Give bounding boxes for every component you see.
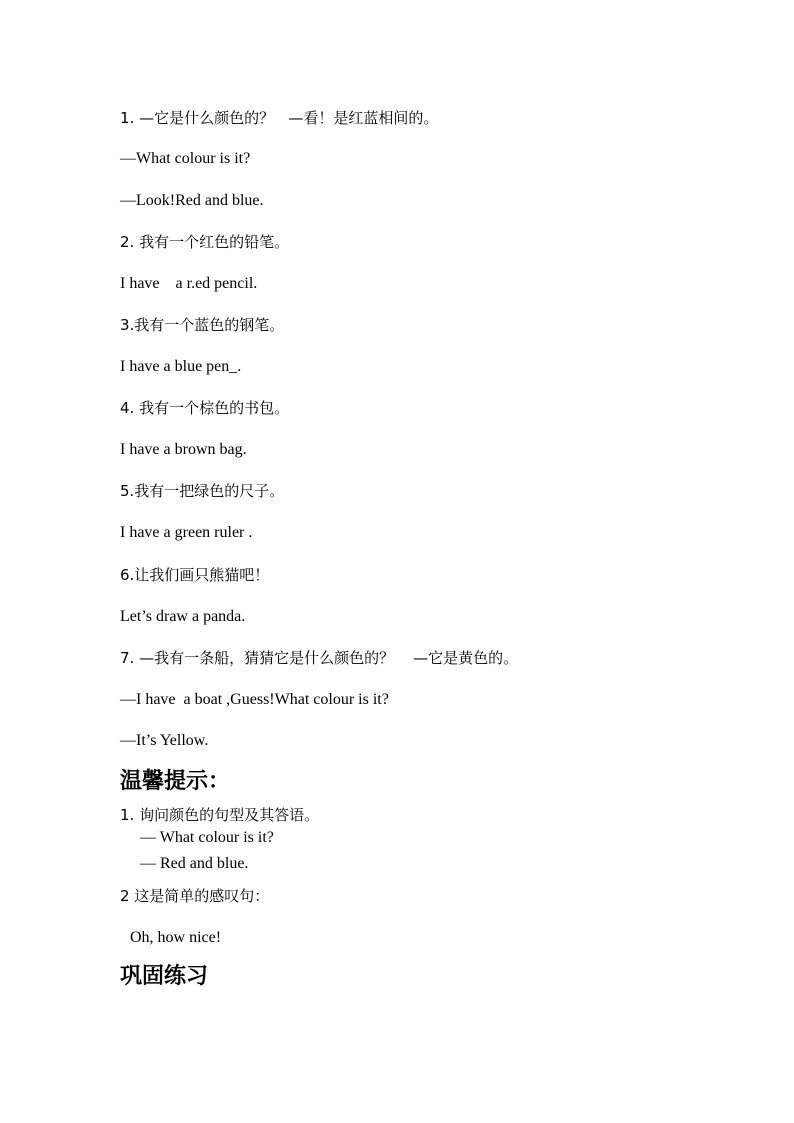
- exercise-3-english: I have a blue pen_.: [120, 358, 242, 375]
- exercise-4-english: I have a brown bag.: [120, 441, 247, 458]
- exercise-4-chinese: 4. 我有一个棕色的书包。: [120, 399, 290, 417]
- exercise-1-answer-english: —Look!Red and blue.: [120, 192, 264, 209]
- exercise-1-chinese: 1. —它是什么颜色的？ —看！是红蓝相间的。: [120, 109, 439, 127]
- tip-1-question: — What colour is it?: [140, 829, 274, 846]
- exercise-1-question-english: —What colour is it?: [120, 150, 251, 167]
- exercise-2-chinese: 2. 我有一个红色的铅笔。: [120, 233, 290, 251]
- tip-1-answer: — Red and blue.: [140, 855, 249, 872]
- exercise-3-chinese: 3.我有一个蓝色的钢笔。: [120, 316, 285, 334]
- practice-heading: 巩固练习: [120, 964, 209, 989]
- tip-1-text: 1. 询问颜色的句型及其答语。: [120, 806, 320, 824]
- exercise-7-chinese: 7. —我有一条船，猜猜它是什么颜色的？ —它是黄色的。: [120, 649, 519, 667]
- tip-2-text: 2 这是简单的感叹句：: [120, 887, 270, 905]
- exercise-6-english: Let’s draw a panda.: [120, 608, 246, 625]
- exercise-7-answer-english: —It’s Yellow.: [120, 732, 209, 749]
- tip-2-example: Oh, how nice!: [130, 929, 222, 946]
- tips-heading: 温馨提示：: [120, 769, 231, 794]
- exercise-5-english: I have a green ruler .: [120, 524, 253, 541]
- exercise-5-chinese: 5.我有一把绿色的尺子。: [120, 482, 285, 500]
- exercise-7-question-english: —I have a boat ,Guess!What colour is it?: [120, 691, 389, 708]
- exercise-6-chinese: 6.让我们画只熊猫吧！: [120, 566, 270, 584]
- exercise-2-english: I have a r.ed pencil.: [120, 275, 258, 292]
